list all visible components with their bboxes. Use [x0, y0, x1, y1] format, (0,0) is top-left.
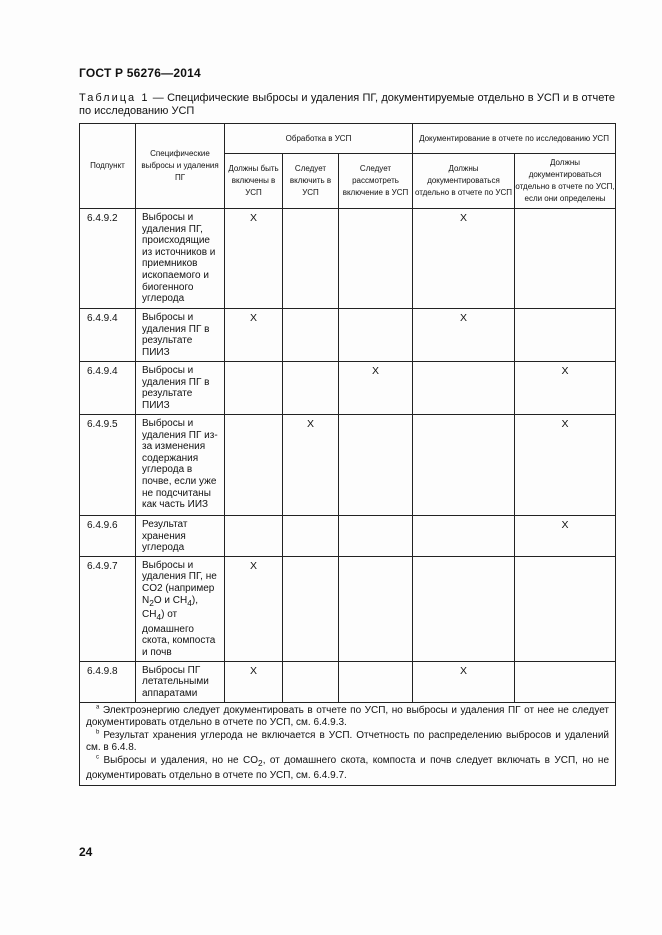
row-mark: X [515, 362, 616, 415]
footnote-b [86, 730, 609, 755]
footnote-mark: c [96, 754, 99, 761]
header-document-if-defined: Должны документироваться отдельно в отчете по УСП, если они определены [515, 154, 616, 209]
row-mark: X [283, 415, 339, 516]
table-row [80, 661, 616, 702]
table-caption-text: — Специфические выбросы и удаления ПГ, документируемые отдельно в УСП и в отчете по исследованию УСП [79, 92, 615, 117]
row-mark [283, 556, 339, 661]
row-description: Выбросы ПГ летательными аппаратами [136, 661, 225, 702]
row-subclause: 6.4.9.4 [80, 362, 136, 415]
row-mark [413, 362, 515, 415]
desc-text: O и CH [153, 594, 188, 606]
page-number: 24 [79, 845, 93, 859]
row-mark [339, 661, 413, 702]
emissions-table [79, 123, 616, 786]
footnote-text: Электроэнергию следует документировать в отчете по УСП, но выбросы и удаления ПГ от нее не следует документировать отдельно в отчете по УСП, см. 6.4.9.3. [86, 704, 610, 729]
desc-subscript: 2 [149, 597, 154, 608]
desc-subscript: 4 [187, 597, 192, 608]
desc-text: ) от домашнего скота, компоста и почв [142, 609, 216, 658]
table-caption-label: Таблица 1 [79, 92, 150, 104]
row-mark [515, 556, 616, 661]
header-group-documenting: Документирование в отчете по исследованию УСП [413, 124, 616, 154]
row-description: Выбросы и удаления ПГ в результате ПИИЗ [136, 309, 225, 362]
row-mark: X [225, 309, 283, 362]
desc-text: ), CH [142, 594, 198, 621]
row-mark [225, 415, 283, 516]
table-row [80, 309, 616, 362]
row-mark [283, 209, 339, 309]
row-mark: X [413, 309, 515, 362]
row-mark: X [225, 661, 283, 702]
row-mark [339, 309, 413, 362]
row-description: Выбросы и удаления ПГ в результате ПИИЗ [136, 362, 225, 415]
table-row [80, 362, 616, 415]
row-mark [413, 556, 515, 661]
footnote-mark: a [96, 704, 100, 711]
row-description [136, 556, 225, 661]
header-consider-inclusion: Следует рассмотреть включение в УСП [339, 154, 413, 209]
document-id: ГОСТ Р 56276—2014 [79, 66, 201, 80]
row-mark [283, 661, 339, 702]
desc-subscript: 4 [156, 612, 162, 623]
footnote-c [86, 755, 609, 782]
header-subclause: Подпункт [80, 124, 136, 209]
header-must-include: Должны быть включены в УСП [225, 154, 283, 209]
row-mark [283, 362, 339, 415]
row-subclause: 6.4.9.8 [80, 661, 136, 702]
footnote-text: , от домашнего скота, компоста и почв следует включать в УСП, но не документировать отдельно в отчете по УСП, см. 6.4.9.7. [86, 754, 610, 781]
row-mark [283, 516, 339, 557]
row-mark: X [225, 209, 283, 309]
row-mark [339, 516, 413, 557]
table-row [80, 209, 616, 309]
row-mark [339, 415, 413, 516]
row-mark: X [413, 209, 515, 309]
row-description: Выбросы и удаления ПГ из-за изменения содержания углерода в почве, если уже не подсчитаны как часть ИИЗ [136, 415, 225, 516]
table-caption [79, 92, 615, 118]
row-mark [413, 415, 515, 516]
row-mark [413, 516, 515, 557]
row-subclause: 6.4.9.5 [80, 415, 136, 516]
header-specific-emissions: Специфические выбросы и удаления ПГ [136, 124, 225, 209]
header-group-processing: Обработка в УСП [225, 124, 413, 154]
row-mark: X [413, 661, 515, 702]
table-row [80, 415, 616, 516]
footnote-mark: b [96, 729, 100, 736]
row-subclause: 6.4.9.7 [80, 556, 136, 661]
footnote-subscript: 2 [258, 757, 263, 768]
row-description: Выбросы и удаления ПГ, происходящие из источников и приемников ископаемого и биогенного углерода [136, 209, 225, 309]
header-should-include: Следует включить в УСП [283, 154, 339, 209]
table-row [80, 556, 616, 661]
table-notes [80, 702, 616, 786]
row-mark: X [225, 556, 283, 661]
row-mark [339, 556, 413, 661]
footnote-a [86, 705, 609, 730]
table-row [80, 516, 616, 557]
row-subclause: 6.4.9.4 [80, 309, 136, 362]
row-mark [225, 362, 283, 415]
row-mark [225, 516, 283, 557]
row-mark [515, 661, 616, 702]
footnote-text: Выбросы и удаления, но не CO [99, 754, 259, 766]
desc-text: Выбросы и удаления ПГ, не CO2 (например N [142, 559, 217, 606]
row-mark [515, 209, 616, 309]
header-document-separately: Должны документироваться отдельно в отчете по УСП [413, 154, 515, 209]
row-subclause: 6.4.9.2 [80, 209, 136, 309]
footnote-text: Результат хранения углерода не включается в УСП. Отчетность по распределению выбросов и удалений см. в 6.4.8. [86, 729, 610, 754]
row-mark: X [339, 362, 413, 415]
row-subclause: 6.4.9.6 [80, 516, 136, 557]
row-mark [339, 209, 413, 309]
row-mark [283, 309, 339, 362]
row-description: Результат хранения углерода [136, 516, 225, 557]
row-mark [515, 309, 616, 362]
table-notes-row [80, 702, 616, 786]
row-mark: X [515, 516, 616, 557]
row-mark: X [515, 415, 616, 516]
